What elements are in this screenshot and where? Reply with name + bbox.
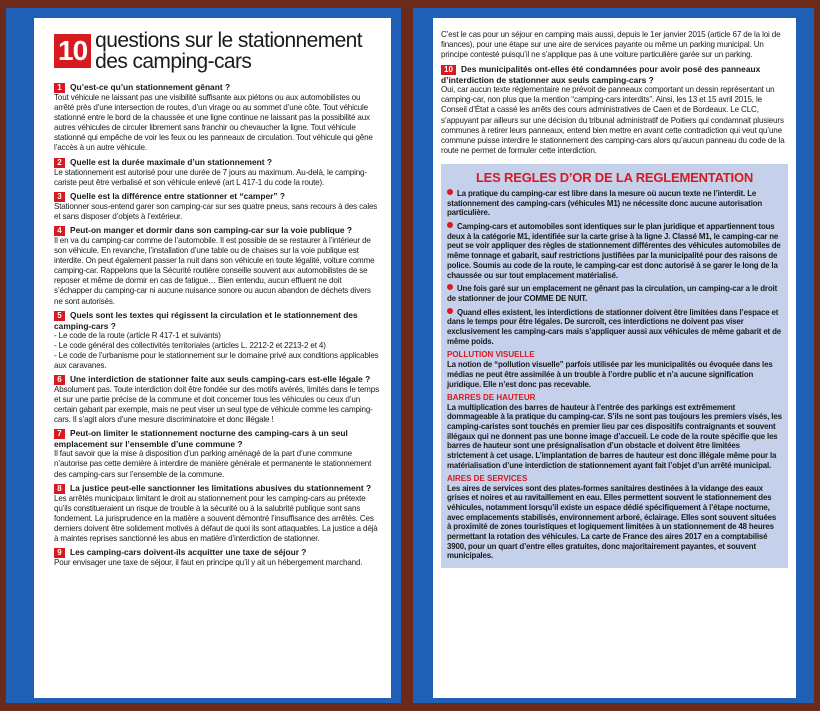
question-number: 1 xyxy=(54,83,65,93)
question-body: Il en va du camping-car comme de l’automobile. Il est possible de se restaurer à l’intérieur de son véhicule. En revanche, l’installation d’une table ou de chaises sur la voie publique est interdite. On peut également passer la nuit dans son véhicule en toute légalité, voiture comme camping-car. Rappelons que la Sécurité routière conseille souvent aux automobilistes de se reposer et même de dormir en cas de fatigue… Bien entendu, aucun effluent ne doit s’échapper du camping-car ni aucune nuisance sonore ou aucun abandon de déchets divers ne sont autorisés. xyxy=(54,235,375,306)
question-9 xyxy=(54,547,381,568)
section-text-aires: Les aires de services sont des plates-formes sanitaires destinées à la vidange des eaux grises et noires et au ravitaillement en eau. Elles permettent souvent le stationnement des véhicules, notamment lorsqu’il existe un espace dédié spécifiquement à l’étape nocturne, avec emplacements stabilisés, environnement arboré, éclairage. Elles sont souvent situées à proximité de zones touristiques et logiquement limitées à un stationnement de 48 heures permettant la rotation des véhicules. La carte de France des aires 2017 en a comptabilisé 3900, pour un quart d’entre elles gratuites, donc majoritairement payantes, et souvent municipales. xyxy=(447,483,777,561)
section-heading-barres: BARRES DE HAUTEUR xyxy=(447,392,536,402)
question-title: Des municipalités ont-elles été condamnées pour avoir posé des panneaux d’interdiction de stationner aux seuls camping-cars ? xyxy=(441,64,761,86)
rule-item: Camping-cars et automobiles sont identiques sur le plan juridique et appartiennent tous deux à la catégorie M1, identifiée sur la carte grise à la ligne J. Classé M1, le camping-car ne peut se voir appliquer des règles de stationnement différentes des véhicules automobiles de même tonnage et gabarit, sauf restrictions justifiées par la municipalité pour des raisons de police. Soumis au code de la route, le camping-car est donc autorisé à se garer le long de la chaussée ou sur tout emplacement matérialisé. xyxy=(447,222,781,280)
question-body: Le stationnement est autorisé pour une durée de 7 jours au maximum. Au-delà, le camping-cariste peut être verbalisé et son véhicule enlevé (art L 417-1 du code la route). xyxy=(54,167,367,187)
left-page xyxy=(34,18,391,698)
question-5 xyxy=(54,310,381,371)
question-4 xyxy=(54,225,381,307)
question-body: Les arrêtés municipaux limitant le droit au stationnement pour les camping-cars au prétexte qu’ils constitueraient un risque de trouble à la sécurité ou à la salubrité publique sont sans fondement. La jurisprudence en la matière a souvent démontré l’insuffisance des arrêtés. Ces derniers doivent être solidement motivés à défaut de quoi ils sont attaquables. La justice a déjà à maintes reprises sanctionné les abus en matière d’interdiction de stationner. xyxy=(54,493,378,543)
section-heading-pollution: POLLUTION VISUELLE xyxy=(447,350,535,360)
question-10 xyxy=(441,64,788,156)
section-text-pollution: La notion de “pollution visuelle” parfois utilisée par les municipalités ou évoquée dans les médias ne peut être assimilée à un trouble à l’ordre public et n’a aucune signification juridique. Elle n’est donc pas recevable. xyxy=(447,360,773,389)
question-7 xyxy=(54,428,381,479)
question-title: Peut-on manger et dormir dans son camping-car sur la voie publique ? xyxy=(70,224,353,235)
question-number: 7 xyxy=(54,429,65,439)
question-title: Peut-on limiter le stationnement nocturne des camping-cars à un seul emplacement sur l’ensemble d’une commune ? xyxy=(54,428,348,450)
right-panel xyxy=(413,8,814,703)
title-badge: 10 xyxy=(54,34,91,68)
question-body: Stationner sous-entend garer son camping-car sur ses quatre pneus, sans recours à des cales et sans disposer d’objets à l’extérieur. xyxy=(54,201,378,221)
question-number: 5 xyxy=(54,311,65,321)
question-number: 8 xyxy=(54,484,65,494)
rules-box-title: LES REGLES D’OR DE LA REGLEMENTATION xyxy=(475,169,754,185)
rule-item: Quand elles existent, les interdictions de stationner doivent être limitées dans l’espace et dans le temps pour être légales. De surcroît, ces interdictions ne doivent pas viser exclusivement les camping-cars mais s’appliquer aussi aux véhicules de même gabarit et de même poids. xyxy=(447,307,781,346)
right-page xyxy=(433,18,796,698)
page-title xyxy=(95,30,362,72)
bullet-icon xyxy=(447,222,453,228)
rule-item: Une fois garé sur un emplacement ne gênant pas la circulation, un camping-car a le droit de stationner de jour COMME DE NUIT. xyxy=(447,284,778,303)
title-row xyxy=(54,30,381,72)
question-number: 2 xyxy=(54,158,65,168)
title-line-1: questions sur le stationnement xyxy=(95,29,362,52)
section-heading-aires: AIRES DE SERVICES xyxy=(447,473,528,483)
question-title: Quels sont les textes qui régissent la circulation et le stationnement des camping-cars ? xyxy=(54,309,358,331)
question-title: Une interdiction de stationner faite aux seuls camping-cars est-elle légale ? xyxy=(70,373,371,384)
question-number: 6 xyxy=(54,375,65,385)
rules-box xyxy=(441,164,788,568)
question-number: 3 xyxy=(54,192,65,202)
rule-item: La pratique du camping-car est libre dans la mesure où aucun texte ne l’interdit. Le stationnement des camping-cars (véhicules M1) ne nécessite donc aucune autorisation particulière. xyxy=(447,188,763,218)
question-title: Quelle est la durée maximale d’un stationnement ? xyxy=(70,156,272,167)
left-panel xyxy=(6,8,401,703)
question-body: - Le code de la route (article R 417-1 et suivants) - Le code général des collectivités territoriales (articles L. 2212-2 et 2213-2 et 4) - Le code de l’urbanisme pour le stationnement sur le domaine privé aux conditions applicables aux caravanes. xyxy=(54,330,379,370)
question-body: Absolument pas. Toute interdiction doit être fondée sur des motifs avérés, limités dans le temps et sur une partie précise de la commune et doit concerner tous les véhicules ou ceux d’un certain gabarit par exemple, mais ne peut viser un seul type de véhicule comme les camping-cars. Il s’agit alors d’une mesure discriminatoire et donc illégale ! xyxy=(54,384,379,425)
question-body: Oui, car aucun texte réglementaire ne prévoit de panneaux comportant un dessin représentant un camping-car, non plus que la mention “camping-cars interdits”. Ainsi, les 13 et 15 avril 2015, le Conseil d’État a cassé les arrêts des cours administratives de Caen et de Bordeaux. Le CLC, s’appuyant par ailleurs sur une décision du tribunal administratif de Poitiers qui condamnait plusieurs communes à retirer leurs panneaux, entend bien mettre en avant cette contradiction qui veut qu’une commune puisse interdire le stationnement des camping-cars alors qu’aucun panneau du code de la route ne permet de formuler cette interdiction. xyxy=(441,85,785,155)
bullet-icon xyxy=(447,308,453,314)
question-number: 9 xyxy=(54,548,65,558)
question-number: 10 xyxy=(441,65,456,75)
question-3 xyxy=(54,191,381,222)
section-text-barres: La multiplication des barres de hauteur à l’entrée des parkings est extrêmement dommageable à la pratique du camping-car. S’ils ne sont pas toujours les premiers visés, les camping-caristes sont touchés en premier lieu par ces dispositifs contraignants et souvent illégaux qui ne donnent pas une bonne image d’accueil. Le code de la route spécifie que les barres de hauteur sont une présignalisation d’un obstacle et doivent être limitées strictement à cet usage. L’implantation de barres de hauteur est donc illégale même pour la matérialisation d’une interdiction de stationnement ayant fait l’objet d’un arrêté municipal. xyxy=(447,402,782,470)
question-number: 4 xyxy=(54,226,65,236)
question-6 xyxy=(54,374,381,425)
question-title: Quelle est la différence entre stationner et “camper” ? xyxy=(70,190,286,201)
question-title: La justice peut-elle sanctionner les limitations abusives du stationnement ? xyxy=(70,482,372,493)
question-8 xyxy=(54,483,381,544)
bullet-icon xyxy=(447,189,453,195)
continuation-text: C’est le cas pour un séjour en camping mais aussi, depuis le 1er janvier 2015 (article 67 de la loi de finances), pour une étape sur une aire de services payante ou même un parking municipal. Un principe contesté puisqu’il ne s’applique pas à une voiture particulière garée sur un parking. xyxy=(441,30,781,60)
question-body: Il faut savoir que la mise à disposition d’un parking aménagé de la part d’une commune n’autorise pas cette dernière à interdire de manière générale et permanente le stationnement des camping-cars sur l’ensemble de la commune. xyxy=(54,449,372,479)
bullet-icon xyxy=(447,284,453,290)
question-title: Qu’est-ce qu’un stationnement gênant ? xyxy=(70,82,231,92)
question-body: Tout véhicule ne laissant pas une visibilité suffisante aux piétons ou aux automobilistes ou arrêté près d’une intersection de routes, d’un virage ou au sommet d’une côte. Tout véhicule stationné entre le bord de la chaussée et une ligne continue ne laissant pas la possibilité aux autres véhicules de circuler librement sans franchir ou chevaucher la ligne. Tout véhicule stationné qui empêche de voir les feux ou les panneaux de circulation. Tout véhicule qui gêne l’accès à un autre véhicule. xyxy=(54,93,373,153)
question-body: Pour envisager une taxe de séjour, il faut en principe qu’il y ait un hébergement marchand. xyxy=(54,558,363,568)
question-1 xyxy=(54,82,381,154)
question-2 xyxy=(54,157,381,188)
question-title: Les camping-cars doivent-ils acquitter une taxe de séjour ? xyxy=(70,547,307,558)
title-line-2: des camping-cars xyxy=(95,50,252,73)
